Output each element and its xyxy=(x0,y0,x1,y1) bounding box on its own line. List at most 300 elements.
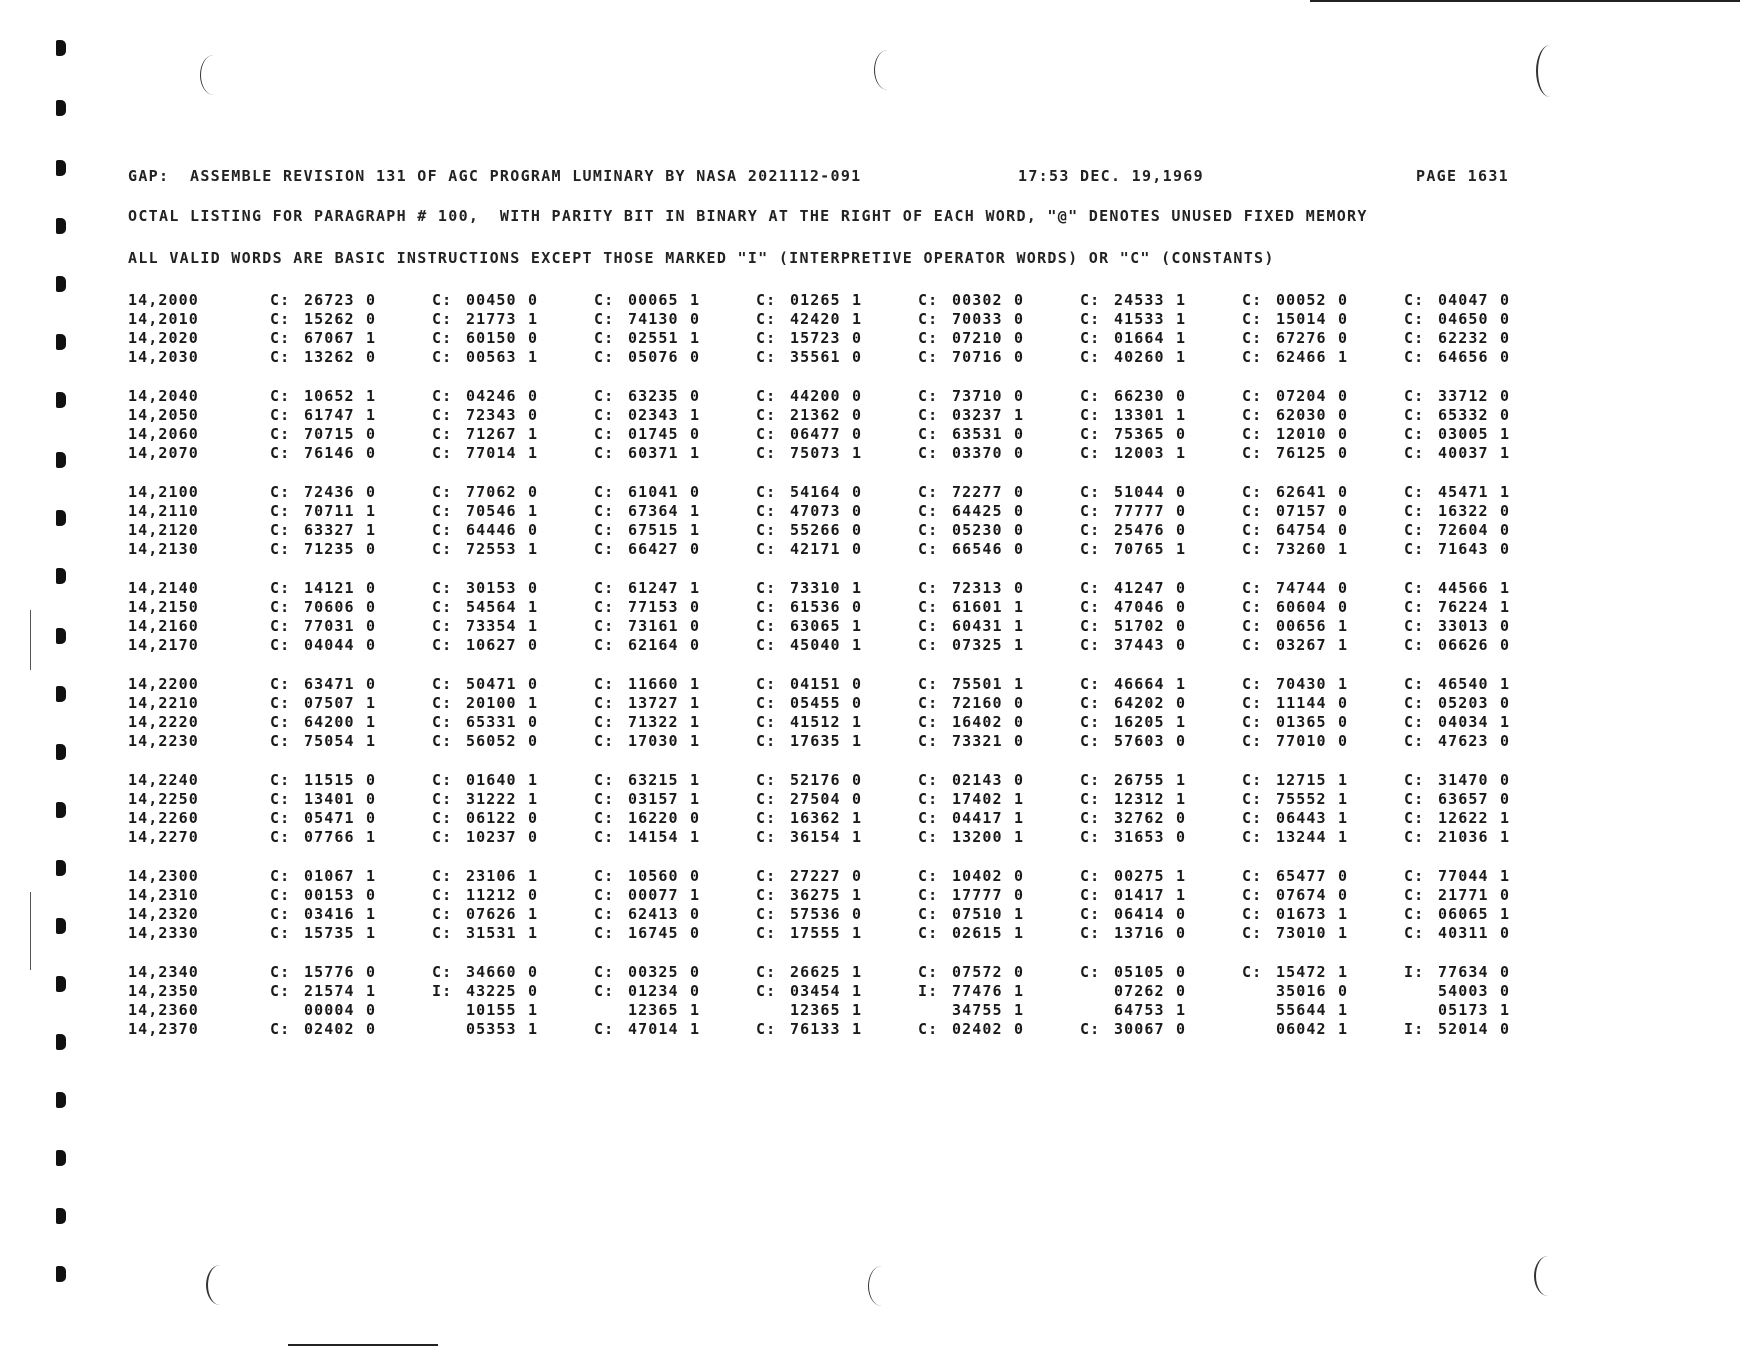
parity-bit: 0 xyxy=(1338,520,1349,539)
listing-timestamp: 17:53 DEC. 19,1969 xyxy=(1018,167,1204,185)
octal-word: 01673 xyxy=(1276,904,1327,923)
parity-bit: 0 xyxy=(690,424,701,443)
octal-word: 73354 xyxy=(466,616,517,635)
memory-word xyxy=(1080,924,1242,942)
word-type-tag: C: xyxy=(1404,827,1425,846)
parity-bit: 1 xyxy=(1014,635,1025,654)
memory-word xyxy=(432,387,594,405)
octal-word: 47014 xyxy=(628,1019,679,1038)
octal-word: 02143 xyxy=(952,770,1003,789)
octal-word: 74744 xyxy=(1276,578,1327,597)
word-type-tag: C: xyxy=(756,904,777,923)
parity-bit: 0 xyxy=(528,482,539,501)
memory-word xyxy=(756,694,918,712)
word-type-tag: C: xyxy=(1080,405,1101,424)
octal-word: 60150 xyxy=(466,328,517,347)
word-type-tag: C: xyxy=(756,386,777,405)
word-type-tag: C: xyxy=(756,770,777,789)
parity-bit: 1 xyxy=(1176,866,1187,885)
word-type-tag: C: xyxy=(1242,923,1263,942)
row-address: 14,2230 xyxy=(128,731,199,750)
octal-word: 11144 xyxy=(1276,693,1327,712)
memory-word xyxy=(1242,425,1404,443)
parity-bit: 0 xyxy=(1500,501,1511,520)
word-type-tag: C: xyxy=(1404,482,1425,501)
word-type-tag: C: xyxy=(1242,328,1263,347)
parity-bit: 1 xyxy=(1338,616,1349,635)
parity-bit: 0 xyxy=(690,904,701,923)
word-type-tag: C: xyxy=(594,962,615,981)
memory-word xyxy=(756,329,918,347)
octal-word: 66427 xyxy=(628,539,679,558)
word-type-tag: C: xyxy=(432,808,453,827)
memory-word xyxy=(1404,905,1566,923)
octal-word: 10652 xyxy=(304,386,355,405)
word-type-tag xyxy=(1242,1020,1276,1038)
memory-word xyxy=(1242,483,1404,501)
octal-word: 62030 xyxy=(1276,405,1327,424)
memory-word xyxy=(1080,694,1242,712)
word-type-tag: C: xyxy=(1080,674,1101,693)
memory-word xyxy=(1080,1001,1242,1019)
memory-word xyxy=(1080,348,1242,366)
memory-word xyxy=(270,732,432,750)
octal-word: 67276 xyxy=(1276,328,1327,347)
parity-bit: 1 xyxy=(1176,443,1187,462)
memory-word xyxy=(1242,905,1404,923)
memory-word xyxy=(270,809,432,827)
word-type-tag: C: xyxy=(1404,501,1425,520)
memory-word xyxy=(432,579,594,597)
word-type-tag: C: xyxy=(1242,962,1263,981)
word-type-tag: C: xyxy=(1080,827,1101,846)
memory-word xyxy=(756,387,918,405)
word-type-tag: C: xyxy=(594,290,615,309)
memory-word xyxy=(1404,540,1566,558)
octal-word: 26625 xyxy=(790,962,841,981)
octal-word: 07572 xyxy=(952,962,1003,981)
parity-bit: 1 xyxy=(1014,827,1025,846)
octal-word: 00052 xyxy=(1276,290,1327,309)
word-type-tag: C: xyxy=(270,597,291,616)
memory-word xyxy=(594,598,756,616)
octal-word: 04246 xyxy=(466,386,517,405)
word-type-tag: C: xyxy=(594,885,615,904)
listing-row xyxy=(128,981,1548,1000)
row-address: 14,2110 xyxy=(128,501,199,520)
parity-bit: 0 xyxy=(1500,789,1511,808)
parity-bit: 0 xyxy=(1176,731,1187,750)
parity-bit: 1 xyxy=(690,290,701,309)
octal-word: 35561 xyxy=(790,347,841,366)
parity-bit: 0 xyxy=(690,597,701,616)
parity-bit: 0 xyxy=(528,290,539,309)
parity-bit: 0 xyxy=(366,309,377,328)
octal-word: 06065 xyxy=(1438,904,1489,923)
octal-word: 05471 xyxy=(304,808,355,827)
octal-word: 72277 xyxy=(952,482,1003,501)
word-type-tag xyxy=(270,1001,304,1019)
parity-bit: 0 xyxy=(366,482,377,501)
octal-word: 72553 xyxy=(466,539,517,558)
parity-bit: 1 xyxy=(1338,827,1349,846)
parity-bit: 0 xyxy=(1014,520,1025,539)
listing-row xyxy=(128,520,1548,539)
parity-bit: 1 xyxy=(366,501,377,520)
octal-word: 04034 xyxy=(1438,712,1489,731)
parity-bit: 1 xyxy=(528,443,539,462)
word-type-tag: C: xyxy=(1080,904,1101,923)
parity-bit: 0 xyxy=(1176,962,1187,981)
parity-bit: 0 xyxy=(690,923,701,942)
memory-word xyxy=(1080,483,1242,501)
parity-bit: 0 xyxy=(1014,731,1025,750)
octal-word: 17555 xyxy=(790,923,841,942)
memory-word xyxy=(432,329,594,347)
parity-bit: 0 xyxy=(1338,885,1349,904)
memory-word xyxy=(918,963,1080,981)
memory-word xyxy=(756,521,918,539)
parity-bit: 1 xyxy=(1014,405,1025,424)
word-type-tag: C: xyxy=(1404,424,1425,443)
memory-word xyxy=(1242,540,1404,558)
octal-word: 07507 xyxy=(304,693,355,712)
memory-word xyxy=(594,982,756,1000)
memory-word xyxy=(270,521,432,539)
memory-word xyxy=(432,809,594,827)
octal-word: 14121 xyxy=(304,578,355,597)
parity-bit: 1 xyxy=(852,808,863,827)
parity-bit: 1 xyxy=(1014,981,1025,1000)
parity-bit: 1 xyxy=(366,981,377,1000)
memory-word xyxy=(1404,348,1566,366)
parity-bit: 0 xyxy=(1014,424,1025,443)
memory-word xyxy=(594,502,756,520)
memory-word xyxy=(1242,310,1404,328)
scan-edge-line xyxy=(30,892,31,970)
octal-word: 47073 xyxy=(790,501,841,520)
word-type-tag: C: xyxy=(270,981,291,1000)
row-address: 14,2070 xyxy=(128,443,199,462)
octal-word: 12365 xyxy=(790,1000,841,1019)
memory-word xyxy=(756,483,918,501)
row-address: 14,2160 xyxy=(128,616,199,635)
memory-word xyxy=(594,828,756,846)
octal-word: 74130 xyxy=(628,309,679,328)
parity-bit: 1 xyxy=(852,635,863,654)
octal-word: 13401 xyxy=(304,789,355,808)
octal-word: 61747 xyxy=(304,405,355,424)
punch-mark xyxy=(56,918,66,934)
memory-word xyxy=(1404,886,1566,904)
parity-bit: 0 xyxy=(1014,866,1025,885)
parity-bit: 1 xyxy=(1338,770,1349,789)
octal-word: 73260 xyxy=(1276,539,1327,558)
memory-word xyxy=(1404,636,1566,654)
memory-word xyxy=(756,905,918,923)
memory-word xyxy=(594,483,756,501)
listing-row xyxy=(128,827,1548,846)
word-type-tag: C: xyxy=(432,578,453,597)
memory-word xyxy=(270,982,432,1000)
word-type-tag: C: xyxy=(918,520,939,539)
memory-word xyxy=(1404,406,1566,424)
parity-bit: 1 xyxy=(366,866,377,885)
memory-word xyxy=(1080,809,1242,827)
punch-mark xyxy=(56,744,66,760)
memory-word xyxy=(1404,444,1566,462)
word-type-tag: C: xyxy=(918,443,939,462)
word-type-tag: C: xyxy=(1404,866,1425,885)
word-type-tag: I: xyxy=(432,981,453,1000)
memory-word xyxy=(918,444,1080,462)
memory-word xyxy=(756,636,918,654)
parity-bit: 1 xyxy=(690,789,701,808)
octal-word: 01067 xyxy=(304,866,355,885)
parity-bit: 0 xyxy=(366,578,377,597)
memory-word xyxy=(1404,867,1566,885)
memory-word xyxy=(1242,694,1404,712)
octal-word: 70716 xyxy=(952,347,1003,366)
word-type-tag: C: xyxy=(918,578,939,597)
memory-word xyxy=(1242,924,1404,942)
parity-bit: 0 xyxy=(852,904,863,923)
memory-word xyxy=(270,905,432,923)
parity-bit: 1 xyxy=(366,904,377,923)
word-type-tag: C: xyxy=(270,789,291,808)
memory-word xyxy=(594,291,756,309)
octal-word: 02615 xyxy=(952,923,1003,942)
octal-word: 11212 xyxy=(466,885,517,904)
parity-bit: 1 xyxy=(1176,347,1187,366)
octal-word: 07210 xyxy=(952,328,1003,347)
word-type-tag: C: xyxy=(756,539,777,558)
parity-bit: 1 xyxy=(1338,962,1349,981)
word-type-tag: C: xyxy=(594,443,615,462)
memory-word xyxy=(756,291,918,309)
parity-bit: 1 xyxy=(1500,712,1511,731)
memory-word xyxy=(918,521,1080,539)
octal-word: 13301 xyxy=(1114,405,1165,424)
octal-word: 15735 xyxy=(304,923,355,942)
parity-bit: 1 xyxy=(1338,674,1349,693)
parity-bit: 0 xyxy=(1338,443,1349,462)
octal-word: 42171 xyxy=(790,539,841,558)
octal-word: 70546 xyxy=(466,501,517,520)
octal-word: 11515 xyxy=(304,770,355,789)
listing-block xyxy=(128,962,1548,1038)
octal-word: 36154 xyxy=(790,827,841,846)
octal-word: 61247 xyxy=(628,578,679,597)
word-type-tag: C: xyxy=(1404,923,1425,942)
parity-bit: 0 xyxy=(1014,539,1025,558)
row-address: 14,2000 xyxy=(128,290,199,309)
memory-word xyxy=(1404,617,1566,635)
parity-bit: 1 xyxy=(1338,789,1349,808)
word-type-tag: C: xyxy=(594,866,615,885)
octal-word: 52176 xyxy=(790,770,841,789)
memory-word xyxy=(594,867,756,885)
memory-word xyxy=(432,713,594,731)
memory-word xyxy=(1404,425,1566,443)
octal-word: 17635 xyxy=(790,731,841,750)
word-type-tag: C: xyxy=(1242,808,1263,827)
parity-bit: 1 xyxy=(528,789,539,808)
octal-word: 45040 xyxy=(790,635,841,654)
memory-word xyxy=(918,867,1080,885)
word-type-tag: C: xyxy=(270,309,291,328)
octal-word: 07157 xyxy=(1276,501,1327,520)
parity-bit: 0 xyxy=(1176,424,1187,443)
parity-bit: 0 xyxy=(852,328,863,347)
memory-word xyxy=(270,886,432,904)
octal-word: 10560 xyxy=(628,866,679,885)
parity-bit: 0 xyxy=(852,347,863,366)
parity-bit: 1 xyxy=(852,1000,863,1019)
word-type-tag: C: xyxy=(756,885,777,904)
listing-row xyxy=(128,693,1548,712)
parity-bit: 1 xyxy=(690,501,701,520)
listing-row xyxy=(128,501,1548,520)
parity-bit: 0 xyxy=(1176,616,1187,635)
binder-ring-mark xyxy=(1536,45,1564,97)
memory-word xyxy=(594,790,756,808)
parity-bit: 1 xyxy=(1500,674,1511,693)
parity-bit: 1 xyxy=(366,712,377,731)
octal-word: 10155 xyxy=(466,1000,517,1019)
octal-word: 01640 xyxy=(466,770,517,789)
word-type-tag: C: xyxy=(756,405,777,424)
parity-bit: 1 xyxy=(852,962,863,981)
memory-word xyxy=(432,636,594,654)
listing-row xyxy=(128,770,1548,789)
octal-word: 66546 xyxy=(952,539,1003,558)
memory-word xyxy=(594,675,756,693)
octal-word: 43225 xyxy=(466,981,517,1000)
octal-word: 77014 xyxy=(466,443,517,462)
memory-word xyxy=(594,732,756,750)
word-type-tag: C: xyxy=(594,712,615,731)
memory-word xyxy=(594,425,756,443)
memory-word xyxy=(432,963,594,981)
octal-word: 75552 xyxy=(1276,789,1327,808)
memory-word xyxy=(432,1001,594,1019)
parity-bit: 0 xyxy=(690,309,701,328)
word-type-tag: C: xyxy=(594,539,615,558)
word-type-tag: C: xyxy=(432,885,453,904)
word-type-tag: C: xyxy=(270,962,291,981)
listing-block xyxy=(128,578,1548,654)
octal-word: 12365 xyxy=(628,1000,679,1019)
word-type-tag: C: xyxy=(270,501,291,520)
memory-word xyxy=(594,579,756,597)
memory-word xyxy=(1242,579,1404,597)
parity-bit: 1 xyxy=(1338,1000,1349,1019)
word-type-tag: C: xyxy=(918,539,939,558)
word-type-tag xyxy=(432,1001,466,1019)
row-address: 14,2310 xyxy=(128,885,199,904)
word-type-tag: C: xyxy=(270,808,291,827)
word-type-tag: C: xyxy=(594,616,615,635)
parity-bit: 0 xyxy=(852,866,863,885)
word-type-tag: C: xyxy=(270,866,291,885)
parity-bit: 0 xyxy=(528,885,539,904)
memory-word xyxy=(270,348,432,366)
parity-bit: 1 xyxy=(1176,290,1187,309)
word-type-tag: C: xyxy=(918,635,939,654)
memory-word xyxy=(432,310,594,328)
word-type-tag: C: xyxy=(594,808,615,827)
word-type-tag: C: xyxy=(918,1019,939,1038)
row-address: 14,2060 xyxy=(128,424,199,443)
memory-word xyxy=(1404,387,1566,405)
parity-bit: 0 xyxy=(366,443,377,462)
memory-word xyxy=(432,425,594,443)
word-type-tag: C: xyxy=(270,347,291,366)
parity-bit: 0 xyxy=(852,539,863,558)
word-type-tag: C: xyxy=(594,386,615,405)
octal-word: 23106 xyxy=(466,866,517,885)
octal-word: 72160 xyxy=(952,693,1003,712)
word-type-tag: C: xyxy=(432,789,453,808)
octal-word: 54003 xyxy=(1438,981,1489,1000)
parity-bit: 1 xyxy=(852,290,863,309)
word-type-tag: C: xyxy=(1080,789,1101,808)
word-type-tag: C: xyxy=(756,578,777,597)
parity-bit: 1 xyxy=(1014,789,1025,808)
row-address: 14,2270 xyxy=(128,827,199,846)
word-type-tag: C: xyxy=(432,693,453,712)
octal-word: 16322 xyxy=(1438,501,1489,520)
word-type-tag: C: xyxy=(1404,328,1425,347)
row-address: 14,2240 xyxy=(128,770,199,789)
octal-word: 52014 xyxy=(1438,1019,1489,1038)
memory-word xyxy=(1404,329,1566,347)
parity-bit: 0 xyxy=(1500,923,1511,942)
parity-bit: 1 xyxy=(1014,923,1025,942)
parity-bit: 0 xyxy=(1176,923,1187,942)
memory-word xyxy=(918,771,1080,789)
memory-word xyxy=(432,905,594,923)
parity-bit: 0 xyxy=(366,597,377,616)
octal-word: 16220 xyxy=(628,808,679,827)
memory-word xyxy=(270,1020,432,1038)
octal-word: 00563 xyxy=(466,347,517,366)
memory-word xyxy=(1080,425,1242,443)
word-type-tag: C: xyxy=(1080,808,1101,827)
parity-bit: 0 xyxy=(366,539,377,558)
memory-word xyxy=(1080,905,1242,923)
parity-bit: 0 xyxy=(690,981,701,1000)
word-type-tag: C: xyxy=(756,328,777,347)
word-type-tag: C: xyxy=(270,386,291,405)
octal-word: 06626 xyxy=(1438,635,1489,654)
memory-word xyxy=(1242,329,1404,347)
memory-word xyxy=(432,886,594,904)
memory-word xyxy=(918,502,1080,520)
octal-word: 05353 xyxy=(466,1019,517,1038)
word-type-tag: C: xyxy=(432,443,453,462)
octal-word: 77062 xyxy=(466,482,517,501)
parity-bit: 1 xyxy=(690,328,701,347)
word-type-tag: C: xyxy=(270,539,291,558)
memory-word xyxy=(1404,790,1566,808)
memory-word xyxy=(1404,579,1566,597)
octal-word: 05173 xyxy=(1438,1000,1489,1019)
octal-word: 61601 xyxy=(952,597,1003,616)
parity-bit: 1 xyxy=(528,539,539,558)
octal-word: 47046 xyxy=(1114,597,1165,616)
